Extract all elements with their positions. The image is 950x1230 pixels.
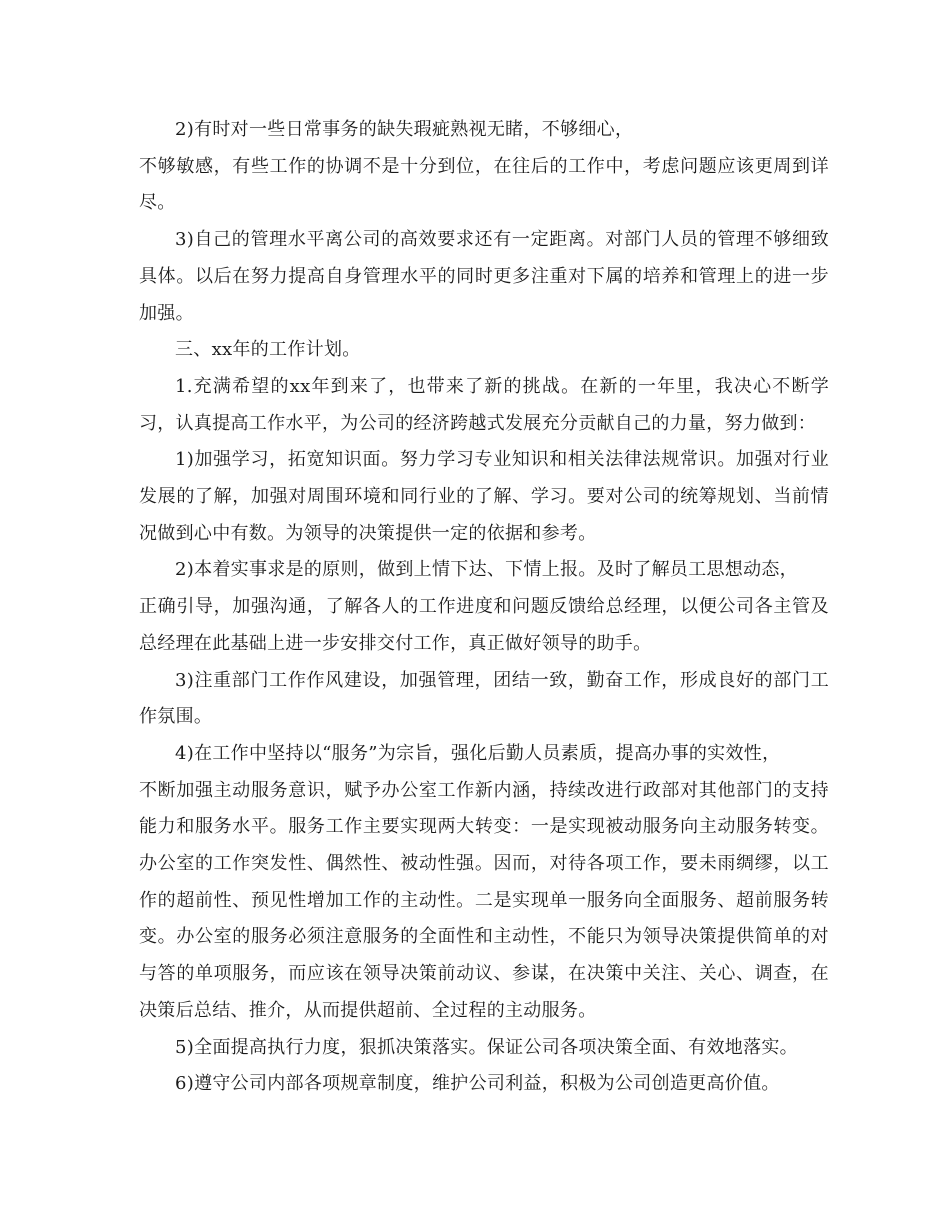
paragraph: 不断加强主动服务意识，赋予办公室工作新内涵，持续改进行政部对其他部门的支持能力和服务水平。服务工作主要实现两大转变：一是实现被动服务向主动服务转变。办公室的工作突发性、偶然性、被动性强。因而，对待各项工作，要未雨绸缪，以工作的超前性、预见性增加工作的主动性。二是实现单一服务向全面服务、超前服务转变。办公室的服务必须注意服务的全面性和主动性，不能只为领导决策提供简单的对与答的单项服务，而应该在领导决策前动议、参谋，在决策中关注、关心、调查，在决策后总结、推介，从而提供超前、全过程的主动服务。 [139, 779, 829, 1021]
paragraph: 2)有时对一些日常事务的缺失瑕疵熟视无睹，不够细心， [175, 119, 634, 140]
paragraph: 5)全面提高执行力度，狠抓决策落实。保证公司各项决策全面、有效地落实。 [175, 1036, 798, 1058]
document-body [139, 112, 829, 1103]
paragraph: 6)遵守公司内部各项规章制度，维护公司利益，积极为公司创造更高价值。 [175, 1073, 780, 1095]
paragraph: 不够敏感，有些工作的协调不是十分到位，在往后的工作中，考虑问题应该更周到详尽。 [139, 155, 829, 214]
paragraph: 2)本着实事求是的原则，做到上情下达、下情上报。及时了解员工思想动态， [175, 559, 798, 581]
paragraph: 正确引导，加强沟通，了解各人的工作进度和问题反馈给总经理，以便公司各主管及总经理在此基础上进一步安排交付工作，真正做好领导的助手。 [139, 596, 829, 654]
paragraph: 4)在工作中坚持以“服务”为宗旨，强化后勤人员素质，提高办事的实效性， [175, 742, 781, 764]
paragraph: 3)注重部门工作作风建设，加强管理，团结一致，勤奋工作，形成良好的部门工作氛围。 [139, 669, 829, 728]
paragraph: 3)自己的管理水平离公司的高效要求还有一定距离。对部门人员的管理不够细致具体。以后在努力提高自身管理水平的同时更多注重对下属的培养和管理上的进一步加强。 [139, 229, 829, 324]
paragraph: 1.充满希望的xx年到来了，也带来了新的挑战。在新的一年里，我决心不断学习，认真提高工作水平，为公司的经济跨越式发展充分贡献自己的力量，努力做到： [139, 375, 829, 434]
section-heading: 三、xx年的工作计划。 [175, 339, 361, 361]
paragraph: 1)加强学习，拓宽知识面。努力学习专业知识和相关法律法规常识。加强对行业发展的了解，加强对周围环境和同行业的了解、学习。要对公司的统筹规划、当前情况做到心中有数。为领导的决策提供一定的依据和参考。 [139, 449, 829, 544]
